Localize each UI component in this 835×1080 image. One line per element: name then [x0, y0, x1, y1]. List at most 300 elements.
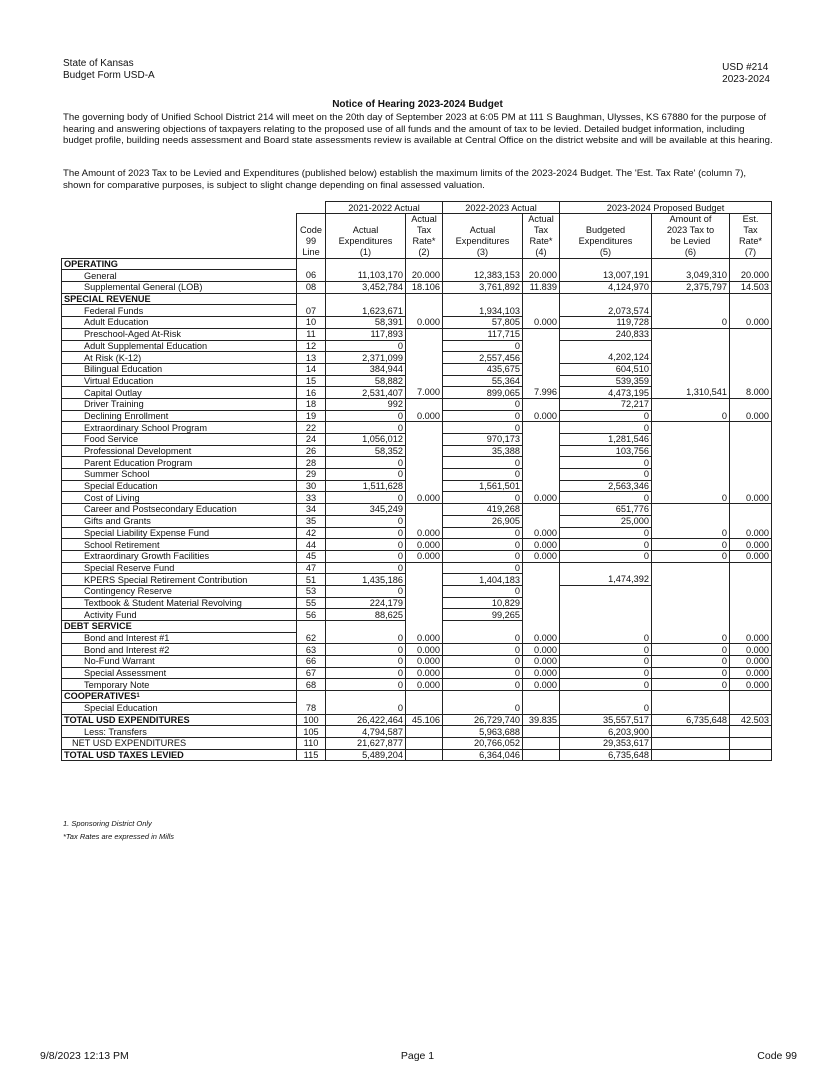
- empty-cell: [560, 621, 652, 633]
- budget-table: [61, 201, 772, 761]
- value-r7: [730, 585, 772, 597]
- value-r4: [523, 585, 560, 597]
- total-label: TOTAL USD TAXES LEVIED: [62, 749, 297, 761]
- fund-name: Virtual Education: [62, 375, 297, 387]
- value-e3: 35,388: [443, 445, 523, 457]
- value-code: 66: [297, 656, 326, 668]
- table-row: [62, 492, 772, 504]
- fund-name: Special Education: [62, 702, 297, 714]
- total-r4: 39.835: [523, 714, 560, 726]
- value-code: 13: [297, 352, 326, 364]
- footer-page: Page 1: [400, 1050, 435, 1062]
- column-header-line: Actual: [411, 213, 437, 224]
- empty-cell: [730, 258, 772, 270]
- value-r7: 0.000: [730, 644, 772, 656]
- value-t6: [652, 305, 730, 317]
- value-r2: [406, 574, 443, 586]
- limits-paragraph: The Amount of 2023 Tax to be Levied and Expenditures (published below) establish the maximum limits of the 2023-2024 Budget. The 'Est. Tax Rate' (column 7), shown for comparative purposes, is subject to slight change depending on final assessed valuation.: [63, 168, 747, 191]
- total-r4: [523, 737, 560, 749]
- value-e3: 99,265: [443, 609, 523, 621]
- table-row: [62, 597, 772, 609]
- value-r4: 7.996: [523, 387, 560, 399]
- empty-cell: [443, 293, 523, 305]
- value-code: 08: [297, 282, 326, 294]
- value-e5: 103,756: [560, 445, 652, 457]
- value-e5: 0: [560, 469, 652, 481]
- value-r7: 0.000: [730, 667, 772, 679]
- value-t6: [652, 352, 730, 364]
- fund-name: Gifts and Grants: [62, 515, 297, 527]
- column-header-line: [445, 214, 520, 225]
- value-r2: [406, 305, 443, 317]
- table-row: [62, 469, 772, 481]
- value-e3: 2,557,456: [443, 352, 523, 364]
- form-label: Budget Form USD-A: [63, 70, 155, 81]
- value-r4: [523, 562, 560, 574]
- value-e5: 13,007,191: [560, 270, 652, 282]
- value-code: 19: [297, 410, 326, 422]
- value-e1: 1,056,012: [326, 434, 406, 446]
- value-r2: [406, 562, 443, 574]
- value-e5: 4,202,124: [560, 352, 652, 364]
- value-code: 15: [297, 375, 326, 387]
- total-label: Less: Transfers: [62, 726, 297, 738]
- value-e1: 0: [326, 679, 406, 691]
- value-t6: [652, 562, 730, 574]
- value-e1: 224,179: [326, 597, 406, 609]
- value-r2: 18.106: [406, 282, 443, 294]
- value-r7: 0.000: [730, 656, 772, 668]
- fund-name: Supplemental General (LOB): [62, 282, 297, 294]
- value-t6: [652, 340, 730, 352]
- table-row: [62, 352, 772, 364]
- column-header-line: (4): [535, 246, 547, 257]
- value-e3: 0: [443, 550, 523, 562]
- column-header-line: Expenditures: [455, 235, 510, 246]
- column-header-line: (3): [476, 246, 489, 257]
- total-r7: [730, 737, 772, 749]
- value-code: 30: [297, 480, 326, 492]
- value-r2: [406, 363, 443, 375]
- column-header-line: Rate*: [529, 235, 553, 246]
- value-r7: 0.000: [730, 410, 772, 422]
- empty-cell: [326, 258, 406, 270]
- column-header-2: [406, 213, 443, 258]
- value-t6: [652, 480, 730, 492]
- empty-cell: [523, 258, 560, 270]
- value-r4: [523, 480, 560, 492]
- value-r2: [406, 585, 443, 597]
- value-r4: [523, 398, 560, 410]
- total-r2: [406, 749, 443, 761]
- empty-cell: [560, 293, 652, 305]
- value-r7: [730, 702, 772, 714]
- value-e1: 0: [326, 469, 406, 481]
- value-code: 22: [297, 422, 326, 434]
- value-e3: 1,404,183: [443, 574, 523, 586]
- value-r4: [523, 328, 560, 340]
- value-code: 14: [297, 363, 326, 375]
- fund-name: KPERS Special Retirement Contribution: [62, 574, 297, 586]
- value-r7: [730, 457, 772, 469]
- fund-name: Bond and Interest #1: [62, 632, 297, 644]
- value-e3: 0: [443, 398, 523, 410]
- value-r7: [730, 422, 772, 434]
- empty-cell: [652, 258, 730, 270]
- column-header-line: Expenditures: [338, 235, 393, 246]
- value-t6: 0: [652, 317, 730, 329]
- value-e1: 88,625: [326, 609, 406, 621]
- empty-cell: [443, 621, 523, 633]
- total-t6: [652, 726, 730, 738]
- value-t6: [652, 597, 730, 609]
- value-code: 10: [297, 317, 326, 329]
- value-r7: 20.000: [730, 270, 772, 282]
- value-r7: 0.000: [730, 539, 772, 551]
- total-e3: 26,729,740: [443, 714, 523, 726]
- value-e1: 58,391: [326, 317, 406, 329]
- value-e5: [560, 585, 652, 597]
- value-e5: 0: [560, 527, 652, 539]
- value-t6: 2,375,797: [652, 282, 730, 294]
- value-e1: 0: [326, 656, 406, 668]
- empty-cell: [297, 621, 326, 633]
- value-code: 33: [297, 492, 326, 504]
- value-r2: 0.000: [406, 632, 443, 644]
- total-t6: [652, 749, 730, 761]
- value-e3: 0: [443, 469, 523, 481]
- value-t6: [652, 434, 730, 446]
- value-code: 51: [297, 574, 326, 586]
- table-row: [62, 363, 772, 375]
- empty-cell: [326, 691, 406, 703]
- empty-cell: [730, 621, 772, 633]
- value-e1: 992: [326, 398, 406, 410]
- fund-name: General: [62, 270, 297, 282]
- table-row: [62, 527, 772, 539]
- value-t6: [652, 504, 730, 516]
- value-code: 55: [297, 597, 326, 609]
- value-code: 16: [297, 387, 326, 399]
- value-r4: 0.000: [523, 539, 560, 551]
- fund-name: School Retirement: [62, 539, 297, 551]
- value-t6: [652, 515, 730, 527]
- column-header-line: Actual: [469, 224, 496, 235]
- value-e5: 0: [560, 410, 652, 422]
- total-t6: 6,735,648: [652, 714, 730, 726]
- empty-cell: [297, 258, 326, 270]
- value-r4: [523, 597, 560, 609]
- value-r4: 0.000: [523, 550, 560, 562]
- value-r2: [406, 457, 443, 469]
- value-e5: 4,473,195: [560, 387, 652, 399]
- total-code: 110: [297, 737, 326, 749]
- empty-cell: [406, 293, 443, 305]
- empty-cell: [297, 691, 326, 703]
- value-r4: 0.000: [523, 527, 560, 539]
- value-e3: 0: [443, 702, 523, 714]
- value-r7: [730, 328, 772, 340]
- fund-name: Temporary Note: [62, 679, 297, 691]
- value-e3: 0: [443, 539, 523, 551]
- fund-name: Special Assessment: [62, 667, 297, 679]
- value-e1: 0: [326, 562, 406, 574]
- value-e1: 0: [326, 422, 406, 434]
- value-r2: [406, 504, 443, 516]
- value-r4: [523, 469, 560, 481]
- total-code: 100: [297, 714, 326, 726]
- value-e5: 0: [560, 539, 652, 551]
- table-row: [62, 422, 772, 434]
- table-row: [62, 270, 772, 282]
- empty-cell: [297, 293, 326, 305]
- total-row: [62, 726, 772, 738]
- value-e3: 0: [443, 340, 523, 352]
- value-code: 29: [297, 469, 326, 481]
- table-row: [62, 504, 772, 516]
- table-row: [62, 679, 772, 691]
- total-label: TOTAL USD EXPENDITURES: [62, 714, 297, 726]
- table-row: [62, 434, 772, 446]
- value-r7: [730, 480, 772, 492]
- column-header-line: Budgeted: [585, 224, 626, 235]
- value-t6: [652, 609, 730, 621]
- value-e3: 419,268: [443, 504, 523, 516]
- value-code: 47: [297, 562, 326, 574]
- column-header-line: Tax: [533, 224, 549, 235]
- empty-cell: [523, 621, 560, 633]
- value-e5: 2,563,346: [560, 480, 652, 492]
- value-r4: [523, 702, 560, 714]
- value-r4: [523, 609, 560, 621]
- value-r2: 0.000: [406, 667, 443, 679]
- table-row: [62, 480, 772, 492]
- value-r7: [730, 609, 772, 621]
- value-e1: 0: [326, 539, 406, 551]
- fund-name: Textbook & Student Material Revolving: [62, 597, 297, 609]
- value-code: 24: [297, 434, 326, 446]
- value-r4: 0.000: [523, 632, 560, 644]
- total-e5: 6,735,648: [560, 749, 652, 761]
- table-row: [62, 539, 772, 551]
- value-r7: [730, 363, 772, 375]
- value-e5: 0: [560, 702, 652, 714]
- fund-name: Capital Outlay: [62, 387, 297, 399]
- value-t6: [652, 422, 730, 434]
- value-r4: [523, 504, 560, 516]
- table-row: [62, 410, 772, 422]
- value-r2: [406, 352, 443, 364]
- table-row: [62, 632, 772, 644]
- value-r4: [523, 422, 560, 434]
- value-r4: [523, 457, 560, 469]
- value-e1: 11,103,170: [326, 270, 406, 282]
- value-code: 78: [297, 702, 326, 714]
- value-t6: 0: [652, 632, 730, 644]
- value-r4: [523, 445, 560, 457]
- value-e5: 0: [560, 656, 652, 668]
- value-r2: [406, 469, 443, 481]
- value-code: 62: [297, 632, 326, 644]
- value-e3: 1,934,103: [443, 305, 523, 317]
- value-e3: 0: [443, 656, 523, 668]
- value-e3: 12,383,153: [443, 270, 523, 282]
- value-e1: 384,944: [326, 363, 406, 375]
- value-e1: 0: [326, 644, 406, 656]
- value-e1: 0: [326, 667, 406, 679]
- value-e1: 58,352: [326, 445, 406, 457]
- value-e5: [560, 609, 652, 621]
- value-r7: 8.000: [730, 387, 772, 399]
- total-r7: [730, 749, 772, 761]
- empty-cell: [652, 621, 730, 633]
- value-r7: 0.000: [730, 317, 772, 329]
- value-t6: 0: [652, 550, 730, 562]
- value-r7: [730, 305, 772, 317]
- table-row: [62, 515, 772, 527]
- section-row: [62, 258, 772, 270]
- column-header-1: [326, 213, 406, 258]
- column-header-line: (2): [418, 246, 430, 257]
- value-code: 11: [297, 328, 326, 340]
- value-t6: 0: [652, 656, 730, 668]
- value-e1: 345,249: [326, 504, 406, 516]
- value-e1: 2,531,407: [326, 387, 406, 399]
- value-t6: [652, 585, 730, 597]
- value-t6: [652, 375, 730, 387]
- group-header-2022-2023: 2022-2023 Actual: [443, 202, 560, 214]
- value-r7: 0.000: [730, 679, 772, 691]
- group-header-2023-2024: 2023-2024 Proposed Budget: [560, 202, 772, 214]
- value-r4: [523, 434, 560, 446]
- total-row: [62, 714, 772, 726]
- value-r2: 0.000: [406, 539, 443, 551]
- table-row: [62, 328, 772, 340]
- fund-name: Contingency Reserve: [62, 585, 297, 597]
- value-e5: 651,776: [560, 504, 652, 516]
- total-t6: [652, 737, 730, 749]
- value-t6: 0: [652, 527, 730, 539]
- value-e1: 0: [326, 585, 406, 597]
- empty-cell: [443, 258, 523, 270]
- value-e5: 0: [560, 457, 652, 469]
- value-r4: 0.000: [523, 410, 560, 422]
- value-e5: 1,474,392: [560, 574, 652, 586]
- fund-name: Adult Education: [62, 317, 297, 329]
- empty-cell: [406, 621, 443, 633]
- value-e5: 119,728: [560, 317, 652, 329]
- value-t6: [652, 469, 730, 481]
- value-e3: 26,905: [443, 515, 523, 527]
- column-header-line: Tax: [743, 224, 758, 235]
- total-e1: 21,627,877: [326, 737, 406, 749]
- fund-name: Driver Training: [62, 398, 297, 410]
- value-e5: 2,073,574: [560, 305, 652, 317]
- value-t6: [652, 457, 730, 469]
- total-row: [62, 737, 772, 749]
- table-row: [62, 562, 772, 574]
- value-e5: [560, 340, 652, 352]
- column-header-line: (7): [744, 246, 757, 257]
- value-e1: 0: [326, 527, 406, 539]
- value-e1: 0: [326, 702, 406, 714]
- value-code: 26: [297, 445, 326, 457]
- value-r4: 0.000: [523, 317, 560, 329]
- value-r2: [406, 609, 443, 621]
- column-header-line: [328, 214, 403, 225]
- fund-name: Career and Postsecondary Education: [62, 504, 297, 516]
- value-r4: 20.000: [523, 270, 560, 282]
- value-r4: [523, 515, 560, 527]
- column-header-line: Expenditures: [578, 235, 633, 246]
- value-r2: [406, 340, 443, 352]
- value-e1: 1,511,628: [326, 480, 406, 492]
- value-r4: 0.000: [523, 679, 560, 691]
- column-header-line: Code: [300, 224, 322, 235]
- header-blank: [62, 202, 297, 214]
- page-title: Notice of Hearing 2023-2024 Budget: [332, 99, 503, 110]
- column-header-line: Rate*: [739, 235, 762, 246]
- value-code: 53: [297, 585, 326, 597]
- value-code: 18: [297, 398, 326, 410]
- value-e3: 970,173: [443, 434, 523, 446]
- table-row: [62, 644, 772, 656]
- value-r4: 11.839: [523, 282, 560, 294]
- footnote-marker: 1: [136, 693, 140, 700]
- empty-cell: [730, 691, 772, 703]
- value-e3: 0: [443, 410, 523, 422]
- footer-code: Code 99: [757, 1050, 797, 1062]
- total-r4: [523, 749, 560, 761]
- column-header-line: Tax: [416, 224, 432, 235]
- value-e1: 0: [326, 340, 406, 352]
- fund-name: Food Service: [62, 434, 297, 446]
- page-header-right: [722, 62, 770, 86]
- value-e5: 0: [560, 492, 652, 504]
- fund-name: Bond and Interest #2: [62, 644, 297, 656]
- value-r7: 0.000: [730, 492, 772, 504]
- value-r4: 0.000: [523, 492, 560, 504]
- empty-cell: [326, 293, 406, 305]
- value-e5: 240,833: [560, 328, 652, 340]
- empty-cell: [652, 293, 730, 305]
- empty-cell: [406, 691, 443, 703]
- value-t6: 1,310,541: [652, 387, 730, 399]
- fund-name: Adult Supplemental Education: [62, 340, 297, 352]
- value-t6: 0: [652, 539, 730, 551]
- fund-name: Cost of Living: [62, 492, 297, 504]
- value-t6: 0: [652, 644, 730, 656]
- value-e3: 117,715: [443, 328, 523, 340]
- column-header-line: 2023 Tax to: [666, 224, 715, 235]
- value-r7: 0.000: [730, 550, 772, 562]
- value-code: 28: [297, 457, 326, 469]
- value-r7: [730, 562, 772, 574]
- value-e1: 3,452,784: [326, 282, 406, 294]
- district-label: USD #214: [722, 62, 769, 73]
- value-e5: 0: [560, 667, 652, 679]
- value-t6: [652, 445, 730, 457]
- value-e5: 604,510: [560, 363, 652, 375]
- value-t6: 0: [652, 667, 730, 679]
- value-r4: [523, 340, 560, 352]
- fund-name: Professional Development: [62, 445, 297, 457]
- total-r2: [406, 737, 443, 749]
- table-row: [62, 387, 772, 399]
- footnote-sponsoring: 1. Sponsoring District Only: [63, 819, 152, 828]
- value-code: 68: [297, 679, 326, 691]
- table-row: [62, 375, 772, 387]
